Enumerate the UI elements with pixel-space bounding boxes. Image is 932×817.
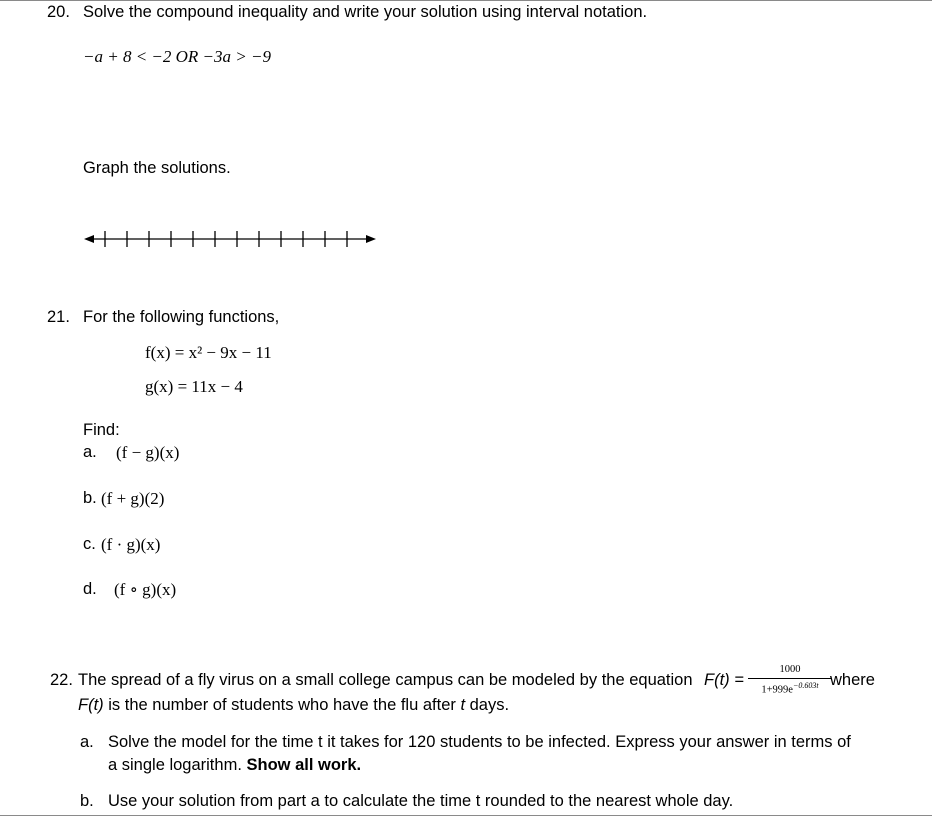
q21-part-b-label: b. bbox=[83, 489, 97, 507]
q22-denominator bbox=[748, 679, 832, 698]
q20-number: 20. bbox=[47, 3, 70, 21]
q22-part-a-line2 bbox=[108, 756, 361, 775]
q21-part-b-expr: (f + g)(2) bbox=[101, 489, 165, 508]
q21-part-a-label: a. bbox=[83, 443, 97, 461]
q22-line2-mid: is the number of students who have the flu after bbox=[103, 696, 461, 714]
q22-function-name: F(t) = bbox=[704, 671, 744, 689]
q22-part-a-bold: Show all work. bbox=[246, 756, 362, 774]
q22-prompt-end: where bbox=[830, 671, 875, 689]
number-line[interactable] bbox=[84, 228, 378, 250]
q20-prompt: Solve the compound inequality and write your solution using interval notation. bbox=[83, 3, 648, 21]
q22-part-a-text: a single logarithm. bbox=[108, 756, 242, 774]
q22-exponent: −0.603t bbox=[792, 681, 819, 690]
f-definition: f(x) = x² − 9x − 11 bbox=[145, 343, 272, 362]
q21-part-a-expr: (f − g)(x) bbox=[116, 443, 180, 462]
q22-part-a-line1: Solve the model for the time t it takes for 120 students to be infected. Express your answer in terms of bbox=[108, 733, 851, 751]
q20-inequality: −a + 8 < −2 OR −3a > −9 bbox=[83, 47, 271, 66]
q21-part-c-label: c. bbox=[83, 535, 96, 553]
q22-part-b-text: Use your solution from part a to calculate the time t rounded to the nearest whole day. bbox=[108, 792, 734, 810]
q22-line2 bbox=[78, 696, 509, 715]
g-definition: g(x) = 11x − 4 bbox=[145, 377, 243, 396]
q22-part-b-label: b. bbox=[80, 792, 94, 810]
q20-graph-prompt: Graph the solutions. bbox=[83, 159, 231, 177]
q22-numerator: 1000 bbox=[748, 664, 832, 679]
find-label: Find: bbox=[83, 421, 120, 439]
q21-part-c-expr: (f · g)(x) bbox=[101, 535, 161, 554]
q22-number: 22. bbox=[50, 671, 73, 689]
q22-line2-fn: F(t) bbox=[78, 696, 104, 714]
q21-prompt: For the following functions, bbox=[83, 308, 280, 326]
q22-denominator-base: 1+999e bbox=[761, 684, 793, 696]
q21-part-d-label: d. bbox=[83, 580, 97, 598]
number-line-left-arrow bbox=[84, 235, 94, 243]
q22-part-a-label: a. bbox=[80, 733, 94, 751]
q22-prompt: The spread of a fly virus on a small college campus can be modeled by the equation bbox=[78, 671, 693, 689]
q21-part-d-expr: (f ∘ g)(x) bbox=[114, 580, 177, 599]
q22-fraction bbox=[748, 664, 832, 698]
q22-line2-end: days. bbox=[465, 696, 510, 714]
q22-line2-var: t bbox=[460, 696, 466, 714]
q21-number: 21. bbox=[47, 308, 70, 326]
top-rule bbox=[0, 0, 932, 1]
number-line-right-arrow bbox=[366, 235, 376, 243]
bottom-rule bbox=[0, 815, 932, 816]
